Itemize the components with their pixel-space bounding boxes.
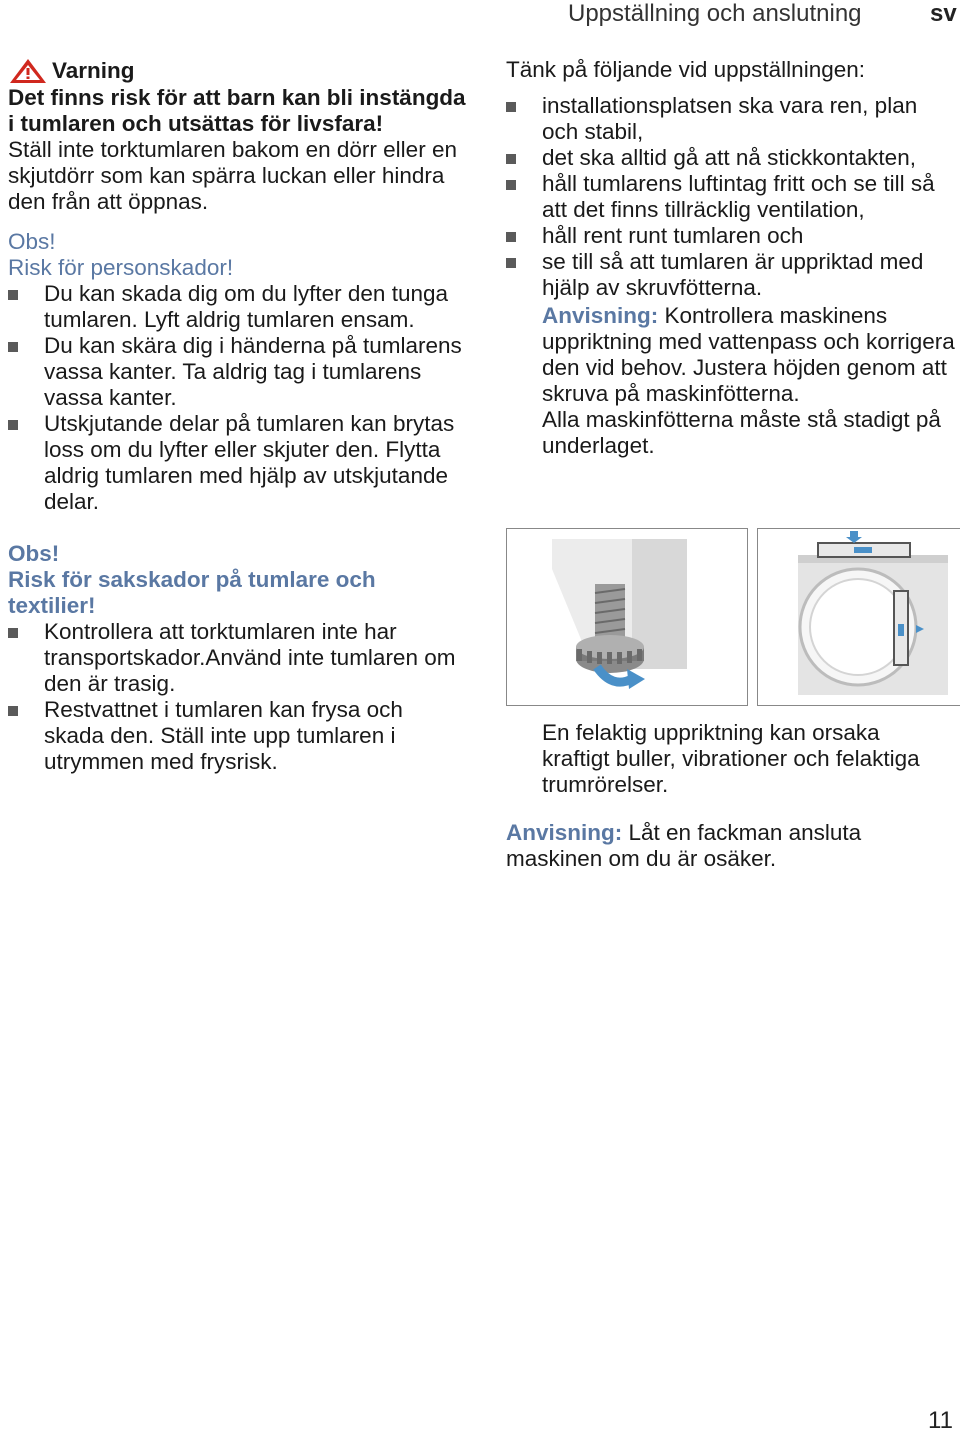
notice1-label: Obs! xyxy=(8,229,56,254)
notice2-label: Obs! xyxy=(8,541,60,566)
notice2-list xyxy=(8,619,468,775)
notice1-title: Risk för personskador! xyxy=(8,255,234,280)
warning-triangle-icon xyxy=(8,57,48,85)
hint-label: Anvisning: xyxy=(542,303,659,328)
list-item: Restvattnet i tumlaren kan frysa och skada den. Ställ inte upp tumlaren i utrymmen med frysrisk. xyxy=(8,697,468,775)
connect-hint xyxy=(506,820,956,872)
right-column xyxy=(506,57,956,459)
hint2-text: Låt en fackman ansluta maskinen om du är osäker. xyxy=(506,820,862,871)
list-item: se till så att tumlaren är uppriktad med hjälp av skruvfötterna. xyxy=(506,249,956,301)
warning-text: Ställ inte torktumlaren bakom en dörr eller en skjutdörr som kan spärra luckan eller hindra den från att öppnas. xyxy=(8,137,457,214)
hint2-label: Anvisning: xyxy=(506,820,623,845)
list-item: installationsplatsen ska vara ren, plan och stabil, xyxy=(506,93,956,145)
list-item: det ska alltid gå att nå stickkontakten, xyxy=(506,145,956,171)
figure-note: En felaktig uppriktning kan orsaka kraftigt buller, vibrationer och felaktiga trumrörelser. xyxy=(542,720,920,797)
dryer-level-illustration xyxy=(757,528,960,706)
hint-extra: Alla maskinfötterna måste stå stadigt på underlaget. xyxy=(542,407,941,458)
warning-bold-text: Det finns risk för att barn kan bli instängda i tumlaren och utsättas för livsfara! xyxy=(8,85,466,136)
warning-label: Varning xyxy=(52,58,135,83)
setup-hint xyxy=(506,303,956,407)
setup-list xyxy=(506,93,956,301)
notice1-list xyxy=(8,281,468,515)
list-item: Utskjutande delar på tumlaren kan brytas loss om du lyfter eller skjuter den. Flytta aldrig tumlaren med hjälp av utskjutande delar. xyxy=(8,411,468,515)
screw-foot-icon xyxy=(507,529,747,705)
list-item: Du kan skada dig om du lyfter den tunga tumlaren. Lyft aldrig tumlaren ensam. xyxy=(8,281,468,333)
list-item: håll tumlarens luftintag fritt och se till så att det finns tillräcklig ventilation, xyxy=(506,171,956,223)
language-code: sv xyxy=(930,0,957,27)
dryer-icon xyxy=(758,529,960,705)
warning-heading xyxy=(8,57,468,85)
setup-intro: Tänk på följande vid uppställningen: xyxy=(506,57,866,82)
list-item: Kontrollera att torktumlaren inte har transportskador.Använd inte tumlaren om den är trasig. xyxy=(8,619,468,697)
list-item: Du kan skära dig i händerna på tumlarens vassa kanter. Ta aldrig tag i tumlarens vassa kanter. xyxy=(8,333,468,411)
hint-text: Kontrollera maskinens uppriktning med vattenpass och korrigera den vid behov. Justera höjden genom att skruva på maskinfötterna. xyxy=(542,303,955,406)
left-column xyxy=(8,57,468,775)
list-item: håll rent runt tumlaren och xyxy=(506,223,956,249)
section-title: Uppställning och anslutning xyxy=(568,0,862,27)
foot-adjust-illustration xyxy=(506,528,748,706)
notice2-title: Risk för sakskador på tumlare och textilier! xyxy=(8,567,376,618)
page-number: 11 xyxy=(928,1407,953,1434)
